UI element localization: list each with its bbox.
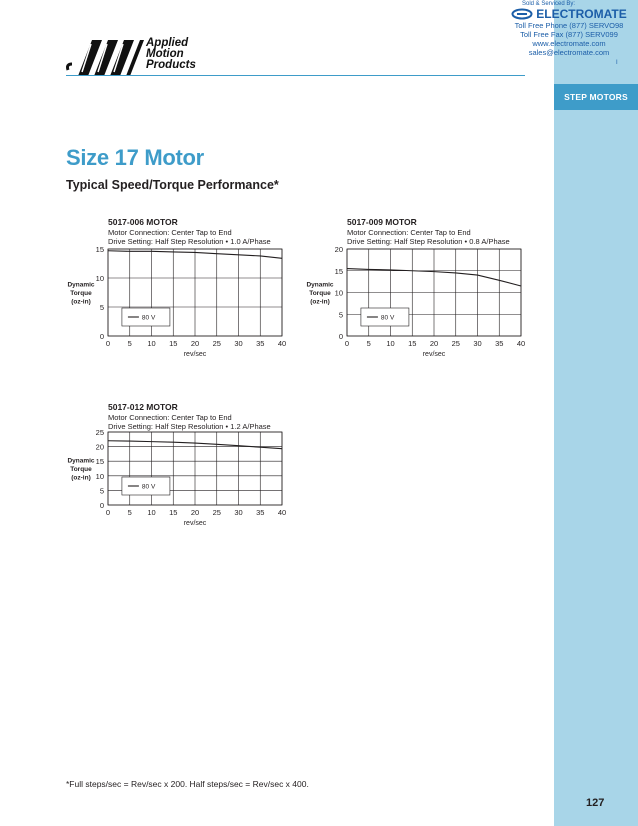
company-name-line-1: Applied [146,37,189,49]
x-tick-label: 10 [147,339,156,348]
chart-subtitle-drive: Drive Setting: Half Step Resolution • 1.0 A/Phase [108,237,271,246]
website-link[interactable]: www.electromate.com [532,39,606,48]
x-tick-label: 35 [256,339,265,348]
chart-subtitle-connection: Motor Connection: Center Tap to End [347,228,471,237]
x-axis-label: rev/sec [422,351,446,358]
x-tick-label: 10 [147,508,156,517]
y-axis-label: Dynamic Torque (oz-in) [306,281,334,306]
y-tick-label: 15 [95,245,104,254]
chart-5017-009 [300,212,540,372]
y-tick-label: 5 [338,310,343,320]
chart-5017-006 [60,212,300,372]
y-tick-label: 20 [334,245,343,254]
distributor-name: ELECTROMATE [536,7,627,21]
chart-subtitle-drive: Drive Setting: Half Step Resolution • 0.8 A/Phase [347,237,510,246]
y-tick-label: 0 [99,332,104,341]
toll-free-fax: Toll Free Fax (877) SERV099 [520,30,618,39]
distributor-brand [500,7,638,21]
chart-subtitle-connection: Motor Connection: Center Tap to End [108,413,232,422]
email-link[interactable]: sales@electromate.com [528,48,610,57]
legend-label: 80 V [141,314,156,322]
x-tick-label: 30 [234,508,243,517]
legend-label: 80 V [141,483,156,491]
chart-subtitle-drive: Drive Setting: Half Step Resolution • 1.2 A/Phase [108,422,271,431]
x-tick-label: 30 [473,339,482,348]
y-tick-label: 15 [334,266,343,276]
x-tick-label: 40 [516,339,526,348]
x-tick-label: 25 [212,508,221,517]
y-tick-label: 5 [99,303,104,312]
y-tick-label: 10 [334,288,343,298]
x-tick-label: 10 [386,339,395,348]
x-tick-label: 5 [127,339,132,348]
chart-5017-012 [60,399,300,559]
y-axis-label: Dynamic Torque (oz-in) [67,281,95,306]
page-title: Size 17 Motor [66,145,204,170]
y-tick-label: 10 [95,471,104,481]
x-tick-label: 15 [408,339,417,348]
chart-title: 5017-006 MOTOR [108,217,178,227]
x-tick-label: 5 [127,508,132,517]
x-tick-label: 35 [256,508,265,517]
chart-plot [60,212,300,372]
page-number: 127 [586,797,605,809]
x-tick-label: 35 [495,339,504,348]
electromate-logo-icon [511,8,533,20]
x-tick-label: 25 [451,339,460,348]
x-tick-label: 15 [169,339,178,348]
x-axis-label: rev/sec [183,351,207,358]
company-name-line-3: Products [146,59,196,71]
sidebar-band [554,0,638,826]
company-name [146,38,196,71]
y-tick-label: 5 [99,486,104,496]
x-axis-label: rev/sec [183,520,207,527]
page-subtitle: Typical Speed/Torque Performance* [66,178,279,192]
y-tick-label: 15 [95,457,104,467]
chart-plot [60,399,300,559]
corner-mark: I [616,60,618,66]
x-tick-label: 20 [190,508,200,517]
toll-free-phone: Toll Free Phone (877) SERVO98 [514,21,624,30]
section-tab-step-motors[interactable]: STEP MOTORS [554,84,638,110]
x-tick-label: 40 [277,339,287,348]
distributor-block [500,0,638,57]
chart-title: 5017-012 MOTOR [108,402,178,412]
header-rule [66,75,525,76]
y-tick-label: 0 [99,501,104,510]
x-tick-label: 0 [344,339,350,348]
distributor-tag: Sold & Serviced By: [522,1,576,7]
y-tick-label: 10 [95,274,104,283]
x-tick-label: 25 [212,339,221,348]
chart-subtitle-connection: Motor Connection: Center Tap to End [108,228,232,237]
x-tick-label: 0 [105,339,111,348]
x-tick-label: 15 [169,508,178,517]
y-tick-label: 20 [95,442,104,452]
footnote: *Full steps/sec = Rev/sec x 200. Half steps/sec = Rev/sec x 400. [66,779,309,789]
chart-plot [300,212,540,372]
legend-label: 80 V [380,314,395,322]
x-tick-label: 30 [234,339,243,348]
y-tick-label: 25 [95,428,104,437]
x-tick-label: 5 [366,339,371,348]
x-tick-label: 40 [277,508,287,517]
x-tick-label: 20 [190,339,200,348]
x-tick-label: 0 [105,508,111,517]
y-tick-label: 0 [338,332,343,341]
company-name-line-2: Motion [146,48,184,60]
y-axis-label: Dynamic Torque (oz-in) [67,457,95,482]
x-tick-label: 20 [429,339,439,348]
chart-title: 5017-009 MOTOR [347,217,417,227]
